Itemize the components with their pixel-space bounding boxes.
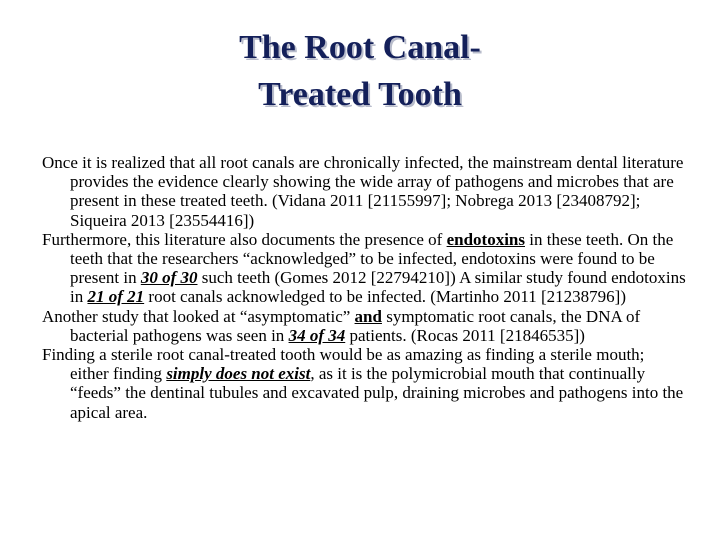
paragraph-1 bbox=[42, 153, 687, 230]
ratio-21-of-21: 21 of 21 bbox=[87, 287, 145, 307]
paragraph-4-text-1: Finding a sterile root canal-treated tooth would be as amazing as finding a sterile mouth; either finding bbox=[42, 345, 645, 384]
paragraph-3-text-2: symptomatic root canals, the DNA of bacterial pathogens was seen in bbox=[70, 306, 641, 345]
paragraph-3 bbox=[42, 307, 687, 345]
paragraph-2-text-2: in these teeth. On the teeth that the researchers “acknowledged” to be infected, endotoxins were found to be present in bbox=[70, 229, 674, 288]
slide-title-line-1: The Root Canal- bbox=[239, 29, 481, 66]
slide-body bbox=[42, 153, 687, 422]
slide-title bbox=[0, 24, 720, 118]
endotoxins-emphasis: endotoxins bbox=[446, 229, 525, 249]
paragraph-3-text-3: patients. (Rocas 2011 [21846535]) bbox=[345, 325, 585, 345]
slide-title-line-2: Treated Tooth bbox=[258, 76, 462, 113]
paragraph-4-text-2: , as it is the polymicrobial mouth that continually “feeds” the dentinal tubules and excavated pulp, draining microbes and pathogens into the apical area. bbox=[70, 364, 684, 422]
and-emphasis: and bbox=[354, 306, 382, 326]
paragraph-1-text: Once it is realized that all root canals are chronically infected, the mainstream dental literature provides the evidence clearly showing the wide array of pathogens and microbes that are present in these treated teeth. (Vidana 2011 [21155997]; Nobrega 2013 [23408792]; Siqueira 2013 [23554416]) bbox=[42, 153, 684, 230]
paragraph-2-text-4: root canals acknowledged to be infected. (Martinho 2011 [21238796]) bbox=[144, 287, 626, 307]
paragraph-2-text-3: such teeth (Gomes 2012 [22794210]) A similar study found endotoxins in bbox=[70, 268, 686, 307]
ratio-34-of-34: 34 of 34 bbox=[288, 325, 346, 345]
paragraph-4 bbox=[42, 345, 687, 422]
ratio-30-of-30: 30 of 30 bbox=[140, 268, 198, 288]
paragraph-2-text-1: Furthermore, this literature also documents the presence of bbox=[42, 229, 447, 249]
paragraph-3-text-1: Another study that looked at “asymptomatic” bbox=[42, 306, 355, 326]
paragraph-2 bbox=[42, 230, 687, 307]
does-not-exist-emphasis: simply does not exist bbox=[166, 364, 311, 384]
